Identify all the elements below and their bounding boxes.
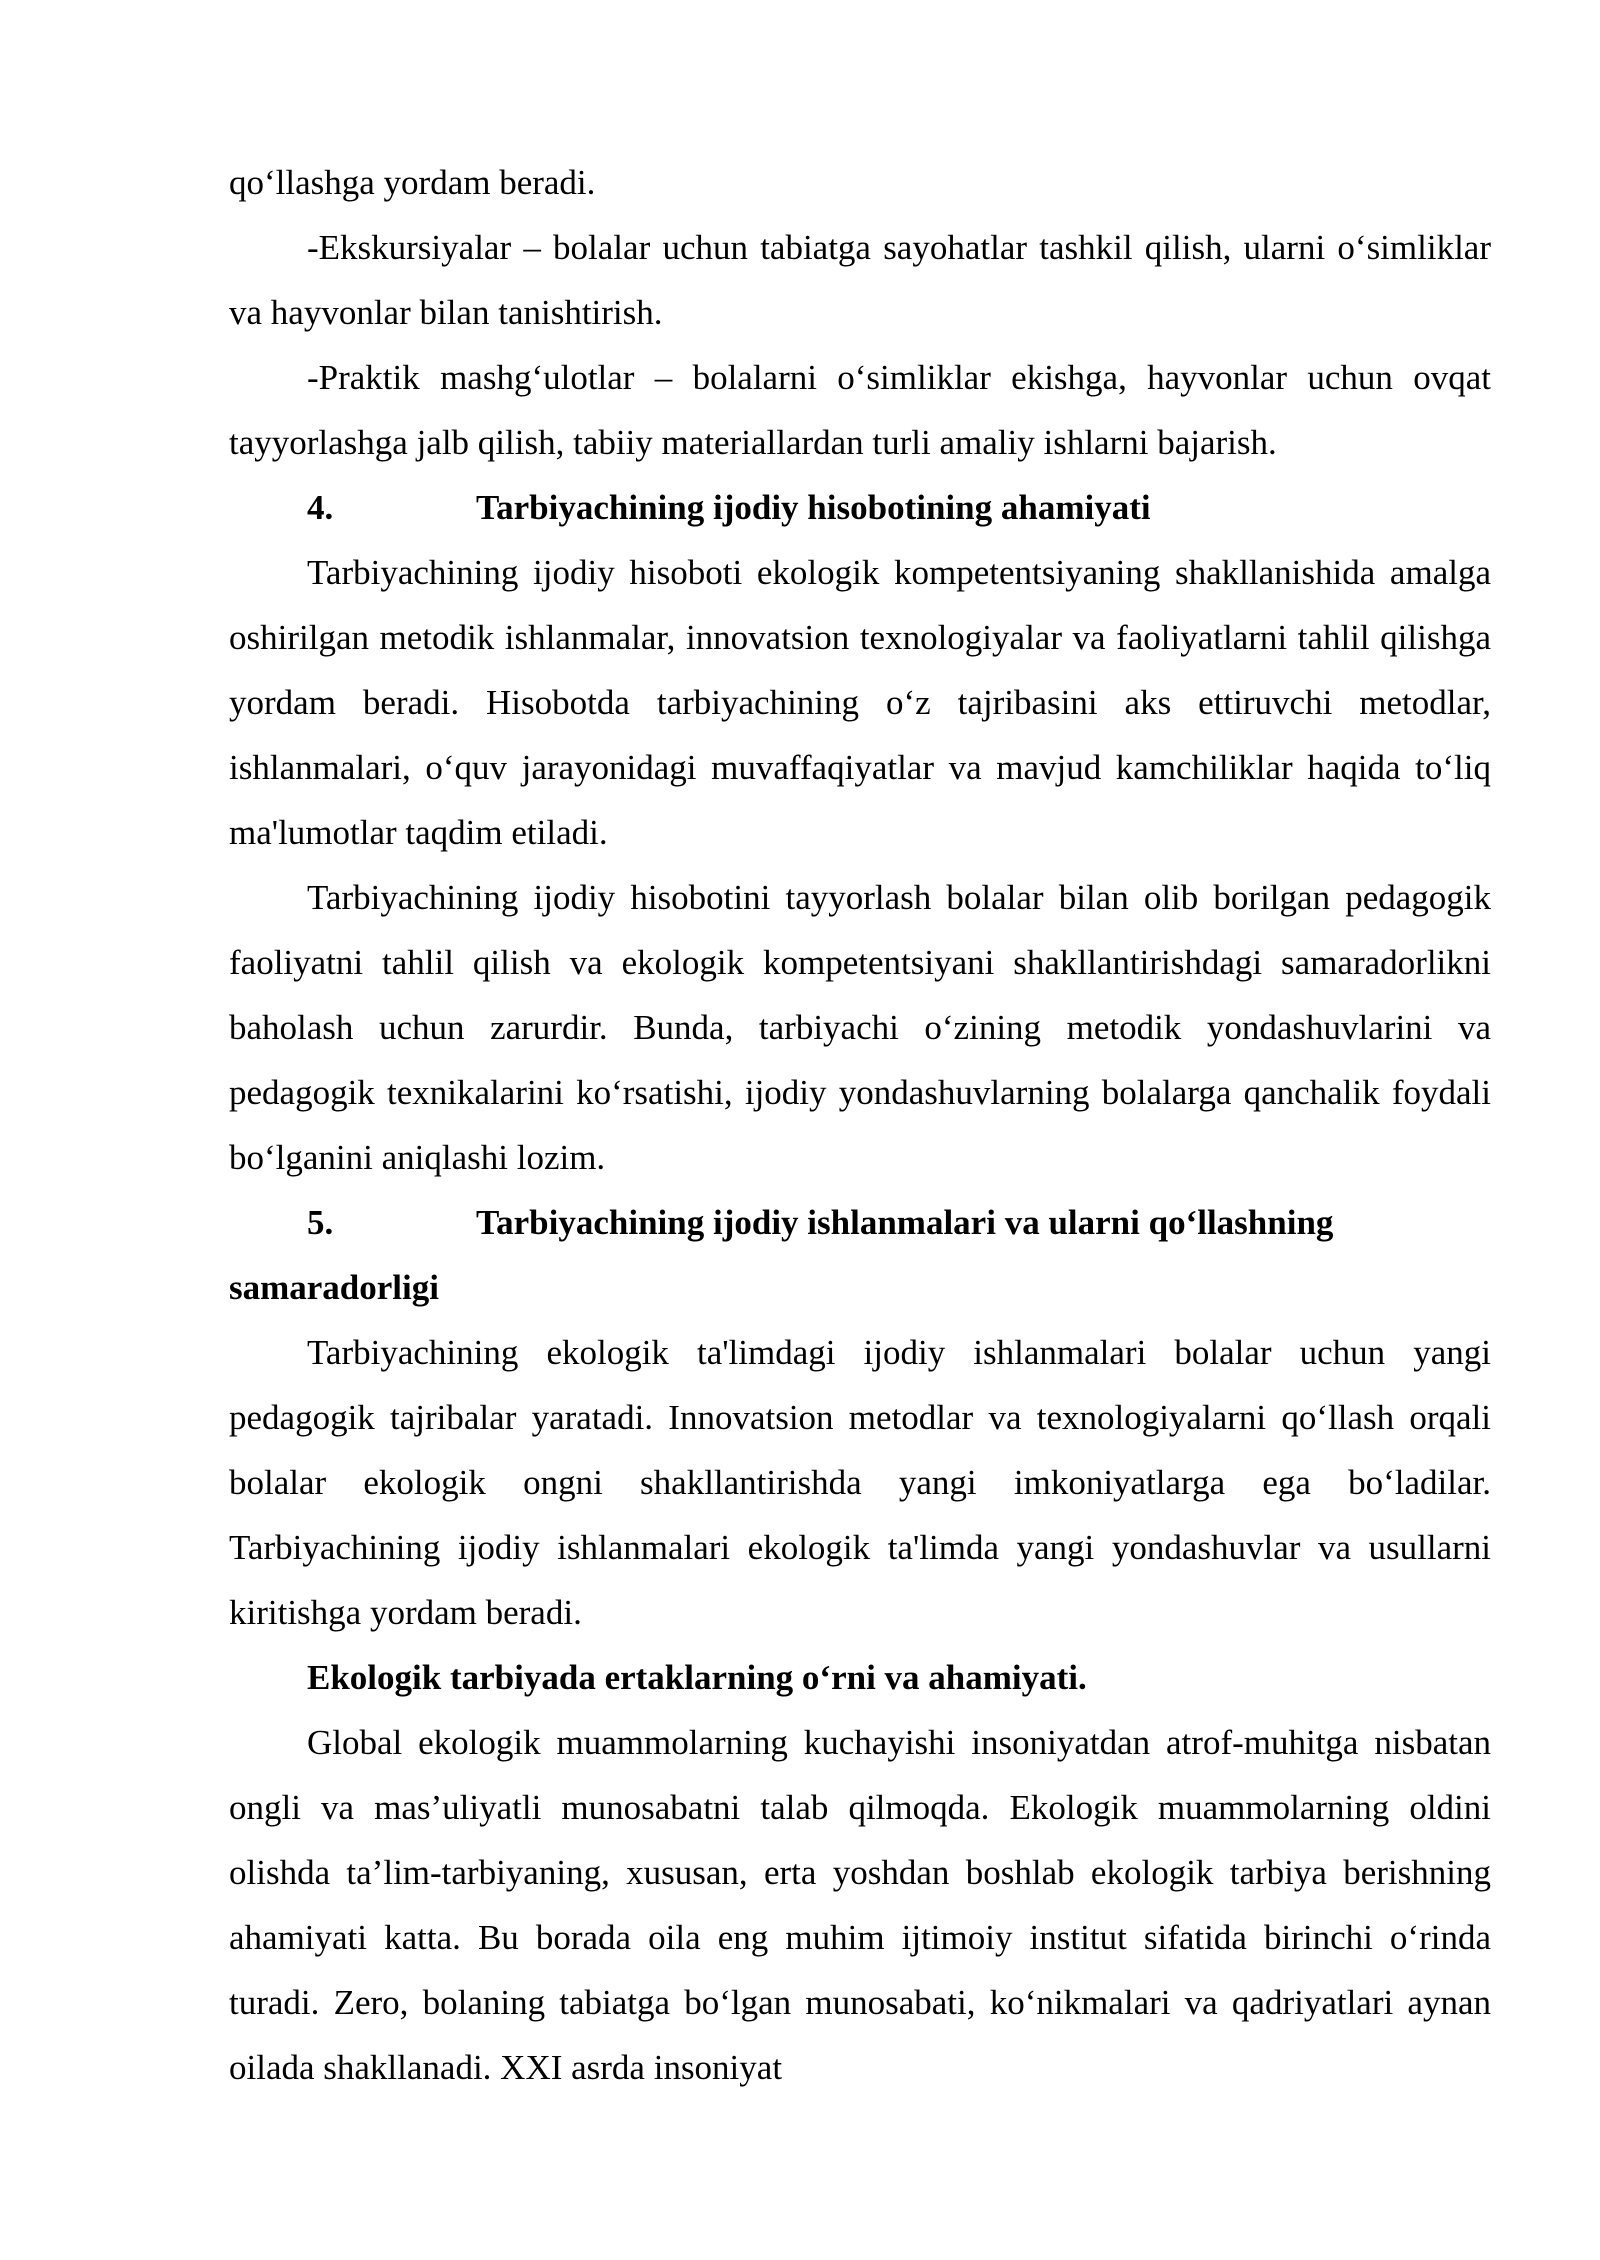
paragraph-report-purpose: Tarbiyachining ijodiy hisoboti ekologik kompetentsiyaning shakllanishida amalga oshirilgan metodik ishlanmalar, innovatsion texnologiyalar va faoliyatlarni tahlil qilishga yordam beradi. Hisobotda tarbiyachining o‘z tajribasini aks ettiruvchi metodlar, ishlanmalari, o‘quv jarayonidagi muvaffaqiyatlar va mavjud kamchiliklar haqida to‘liq ma'lumotlar taqdim etiladi. [229,553,1491,852]
section-title: Tarbiyachining ijodiy hisobotining ahamiyati [476,488,1151,527]
paragraph-excursions: -Ekskursiyalar – bolalar uchun tabiatga sayohatlar tashkil qilish, ularni o‘simliklar va hayvonlar bilan tanishtirish. [229,228,1491,332]
section-number: 4. [307,488,334,527]
section-title: Tarbiyachining ijodiy ishlanmalari va ularni qo‘llashning samaradorligi [229,1203,1334,1307]
document-page [229,150,1491,2100]
subheading-fairy-tales: Ekologik tarbiyada ertaklarning o‘rni va ahamiyati. [307,1658,1087,1697]
paragraph-global-ecology: Global ekologik muammolarning kuchayishi insoniyatdan atrof-muhitga nisbatan ongli va mas’uliyatli munosabatni talab qilmoqda. Ekologik muammolarning oldini olishda ta’lim-tarbiyaning, xususan, erta yoshdan boshlab ekologik tarbiya berishning ahamiyati katta. Bu borada oila eng muhim ijtimoiy institut sifatida birinchi o‘rinda turadi. Zero, bolaning tabiatga bo‘lgan munosabati, ko‘nikmalari va qadriyatlari aynan oilada shakllanadi. XXI asrda insoniyat [229,1723,1491,2087]
paragraph-practical-lessons: -Praktik mashg‘ulotlar – bolalarni o‘simliklar ekishga, hayvonlar uchun ovqat tayyorlashga jalb qilish, tabiiy materiallardan turli amaliy ishlarni bajarish. [229,358,1491,462]
section-number: 5. [307,1203,334,1242]
paragraph-continuation: qo‘llashga yordam beradi. [229,163,596,202]
paragraph-creative-developments: Tarbiyachining ekologik ta'limdagi ijodiy ishlanmalari bolalar uchun yangi pedagogik tajribalar yaratadi. Innovatsion metodlar va texnologiyalarni qo‘llash orqali bolalar ekologik ongni shakllantirishda yangi imkoniyatlarga ega bo‘ladilar. Tarbiyachining ijodiy ishlanmalari ekologik ta'limda yangi yondashuvlar va usullarni kiritishga yordam beradi. [229,1333,1491,1632]
paragraph-report-preparation: Tarbiyachining ijodiy hisobotini tayyorlash bolalar bilan olib borilgan pedagogik faoliyatni tahlil qilish va ekologik kompetentsiyani shakllantirishdagi samaradorlikni baholash uchun zarurdir. Bunda, tarbiyachi o‘zining metodik yondashuvlarini va pedagogik texnikalarini ko‘rsatishi, ijodiy yondashuvlarning bolalarga qanchalik foydali bo‘lganini aniqlashi lozim. [229,878,1491,1177]
section-heading-5 [229,1190,1491,1320]
section-heading-4 [229,475,1491,540]
